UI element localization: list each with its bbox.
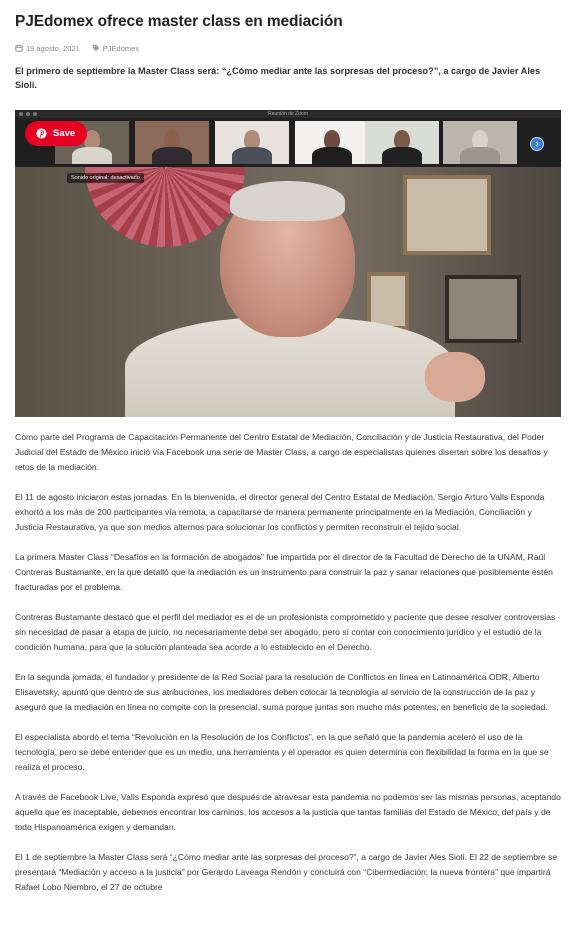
next-arrow-button[interactable]	[530, 137, 544, 151]
wall-frame	[445, 275, 521, 343]
calendar-icon	[15, 44, 23, 52]
participant-tile	[295, 121, 369, 164]
participant-tile	[365, 121, 439, 164]
zoom-window-bar	[15, 110, 561, 118]
participant-tile	[135, 121, 209, 164]
article-lead: El primero de septiembre la Master Class será: “¿Cómo mediar ante las sorpresas del proceso?”, a cargo de Javier Ales Sioli.	[15, 66, 541, 90]
speaker-hand	[425, 352, 485, 402]
participant-tile	[215, 121, 289, 164]
tag-icon	[92, 44, 100, 52]
paragraph: Contreras Bustamante destacó que el perfil del mediador es el de un profesionista comprometido y paciente que desee resolver controversias sin necesidad de pasar a etapa de juicio, no necesariamente debe ser abogado, pero sí contar con conocimiento jurídico y el estudio de la condición humana, para que la solución planteada sea acorde a lo establecido en el Derecho.	[15, 612, 556, 652]
featured-image	[15, 110, 561, 417]
pinterest-save-button[interactable]	[25, 121, 87, 146]
article-body	[15, 430, 561, 895]
chevron-right-icon	[534, 141, 540, 147]
save-label: Save	[53, 128, 76, 139]
pinterest-icon	[36, 128, 47, 139]
paragraph: El 1 de septiembre la Master Class será “¿Cómo mediar ante las sorpresas del proceso?”, a cargo de Javier Ales Sioli. El 22 de septiembre se presentará “Mediación y acceso a la justicia” por Gerardo Laveaga Rendón y concluirá con “Cibermediación; la nueva frontera” que impartirá Rafael Lobo Niembro, el 27 de octubre	[15, 852, 558, 892]
paragraph: El 11 de agosto iniciaron estas jornadas. En la bienvenida, el director general del Centro Estatal de Mediación, Sergio Arturo Valls Esponda exhortó a los más de 200 participantes vía remota, a capacitarse de manera permanente principalmente en la Mediación, Conciliación y Justicia Restaurativa, ya que son medios alternos para solucionar los conflictos y permiten reconstruir el tejido social.	[15, 492, 545, 532]
article-title: PJEdomex ofrece master class en mediación	[15, 13, 343, 30]
zoom-window-title: Reunión de Zoom	[268, 111, 308, 117]
paragraph: A través de Facebook Live, Valls Esponda expresó que después de atravesar esta pandemia no podemos ser las mismas personas, aceptando aquello que es inaceptable, debemos encontrar los caminos, los accesos a la justicia que tantas familias del Estado de México, del país y de todo Hispanoamérica exigen y demandan.	[15, 792, 561, 832]
wall-frame	[403, 175, 491, 255]
article-tag[interactable]: PJEdomex	[102, 43, 140, 53]
paragraph: En la segunda jornada, el fundador y presidente de la Red Social para la resolución de Conflictos en línea en Latinoamérica ODR, Alberto Elisavetsky, apuntó que dentro de sus atribuciones, los mediadores deben colocar la tecnología al servicio de la construcción de la paz y aseguró que la mediación en línea no compite con la presencial, suma porque juntas son mucho más potentes, en beneficio de la sociedad.	[15, 672, 548, 712]
date-meta	[15, 44, 80, 53]
audio-status-label: Sonido original: desactivado	[67, 173, 144, 183]
participant-tile	[443, 121, 517, 164]
article	[15, 0, 561, 895]
article-date: 19 agosto, 2021	[26, 43, 80, 53]
tag-meta[interactable]	[92, 44, 139, 53]
paragraph: La primera Master Class “Desafíos en la formación de abogados” fue impartida por el director de la Facultad de Derecho de la UNAM, Raúl Contreras Bustamante, en la que detalló que la mediación es un instrumento para construir la paz y sanar relaciones que posiblemente estén fracturadas por el problema.	[15, 552, 553, 592]
participant-strip	[15, 118, 561, 167]
article-meta	[15, 42, 561, 54]
speaker-video	[15, 167, 561, 417]
speaker-hair	[230, 181, 345, 221]
paragraph: El especialista abordó el tema “Revolución en la Resolución de los Conflictos”, en la que señaló que la pandemia aceleró el uso de la tecnología, pero se debe entender que es un medio, una herramienta y el operador es quien determina con flexibilidad la forma en la que se realiza el proceso.	[15, 732, 549, 772]
paragraph: Como parte del Programa de Capacitación Permanente del Centro Estatal de Mediación, Conciliación y de Justicia Restaurativa, del Poder Judicial del Estado de México inició vía Facebook una serie de Master Class, a cargo de especialistas quienes disertan sobre los desafíos y retos de la mediación.	[15, 432, 548, 472]
